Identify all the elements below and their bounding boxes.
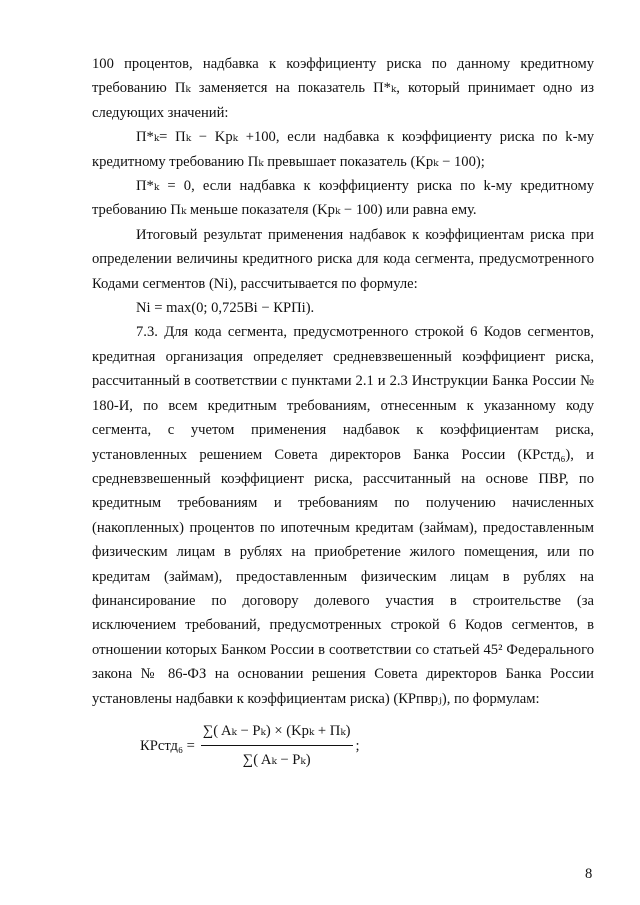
formula-ni: Ni = max(0; 0,725Bi − КРПi). <box>136 300 315 317</box>
paragraph-3: П*ₖ = 0, если надбавка к коэффициенту риска по k-му кредитному требованию Пₖ меньше показателя (Kpₖ − 100) или равна ему. <box>92 178 594 219</box>
paragraph-2: П*ₖ= Пₖ − Kpₖ +100, если надбавка к коэффициенту риска по k-му кредитному требованию Пₖ превышает показатель (Kpₖ − 100); <box>92 129 594 170</box>
formula-suffix: ; <box>355 737 360 754</box>
formula-krstd6 <box>92 717 594 777</box>
body-text <box>92 52 594 777</box>
formula-fraction <box>201 719 353 773</box>
formula-numerator: ∑( Aₖ − Pₖ) × (Kpₖ + Пₖ) <box>202 722 351 739</box>
formula-lhs: КРстд₆ = <box>140 737 195 754</box>
page-number: 8 <box>585 866 593 882</box>
paragraph-1: 100 процентов, надбавка к коэффициенту риска по данному кредитному требованию Пₖ заменяется на показатель П*ₖ, который принимает одно из следующих значений: <box>92 56 594 121</box>
formula-denominator: ∑( Aₖ − Pₖ) <box>242 752 311 769</box>
paragraph-4: Итоговый результат применения надбавок к коэффициентам риска при определении величины кредитного риска для кода сегмента, предусмотренного Кодами сегментов (Ni), рассчитывается по формуле: <box>92 226 594 292</box>
paragraph-7-3: 7.3. Для кода сегмента, предусмотренного строкой 6 Кодов сегментов, кредитная организация определяет средневзвешенный коэффициент риска, рассчитанный в соответствии с пунктами 2.1 и 2.3 Инструкции Банка России № 180-И, по всем кредитным требованиям, отнесенным к указанному коду сегмента, с учетом применения надбавок к коэффициентам риска, установленных решением Совета директоров Банка России (КРстд₆), и средневзвешенный коэффициент риска, рассчитанный на основе ПВР, по кредитным требованиям и требованиям по получению начисленных (накопленных) процентов по ипотечным кредитам (займам), предоставленным физическим лицам в рублях на приобретение жилого помещения, или по кредитам (займам), предоставленным физическим лицам в рублях на финансирование по договору долевого участия в строительстве (за исключением требований, предусмотренных строкой 6 Кодов сегментов, в отношении которых Банком России в соответствии со статьей 45² Федерального закона № 86-ФЗ на основании решения Совета директоров Банка России установлены надбавки к коэффициентам риска) (КРпврⱼ), по формулам: <box>92 324 594 707</box>
